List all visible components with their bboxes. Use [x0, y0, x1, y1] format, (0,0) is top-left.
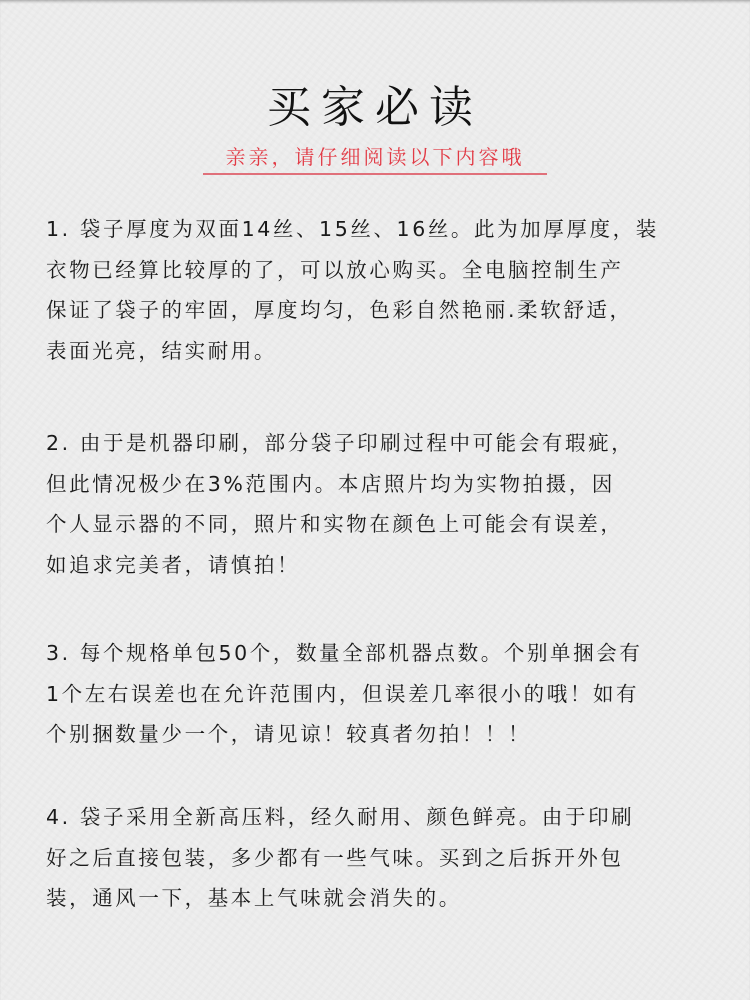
notice-section-2 — [46, 423, 714, 585]
page-subtitle: 亲亲，请仔细阅读以下内容哦 — [203, 143, 547, 175]
section-4-line: 4. 袋子采用全新高压料，经久耐用、颜色鲜亮。由于印刷 — [46, 805, 635, 829]
section-3-line: 1个左右误差也在允许范围内，但误差几率很小的哦！如有 — [46, 681, 640, 706]
subtitle-container — [203, 143, 547, 175]
section-1-line: 1. 袋子厚度为双面14丝、15丝、16丝。此为加厚厚度，装 — [46, 217, 659, 241]
section-1-line: 保证了袋子的牢固，厚度均匀，色彩自然艳丽.柔软舒适， — [46, 298, 633, 322]
section-2-line: 2. 由于是机器印刷，部分袋子印刷过程中可能会有瑕疵， — [46, 431, 635, 455]
section-1-line: 表面光亮，结实耐用。 — [46, 338, 277, 363]
section-4-line: 装，通风一下，基本上气味就会消失的。 — [46, 886, 462, 910]
section-1-line: 衣物已经算比较厚的了，可以放心购买。全电脑控制生产 — [46, 257, 624, 282]
section-3-line: 3. 每个规格单包50个，数量全部机器点数。个别单捆会有 — [46, 641, 643, 665]
section-2-line: 个人显示器的不同，照片和实物在颜色上可能会有误差， — [46, 512, 624, 536]
notice-section-3 — [46, 633, 714, 755]
notice-section-1 — [46, 209, 714, 371]
section-4-line: 好之后直接包装，多少都有一些气味。买到之后拆开外包 — [46, 845, 624, 870]
section-2-line: 但此情况极少在3%范围内。本店照片均为实物拍摄，因 — [46, 471, 616, 496]
notice-section-4 — [46, 797, 714, 919]
section-2-line: 如追求完美者，请慎拍！ — [46, 552, 301, 577]
section-3-line: 个别捆数量少一个，请见谅！较真者勿拍！！！ — [46, 722, 532, 746]
page-title: 买家必读 — [267, 82, 483, 133]
